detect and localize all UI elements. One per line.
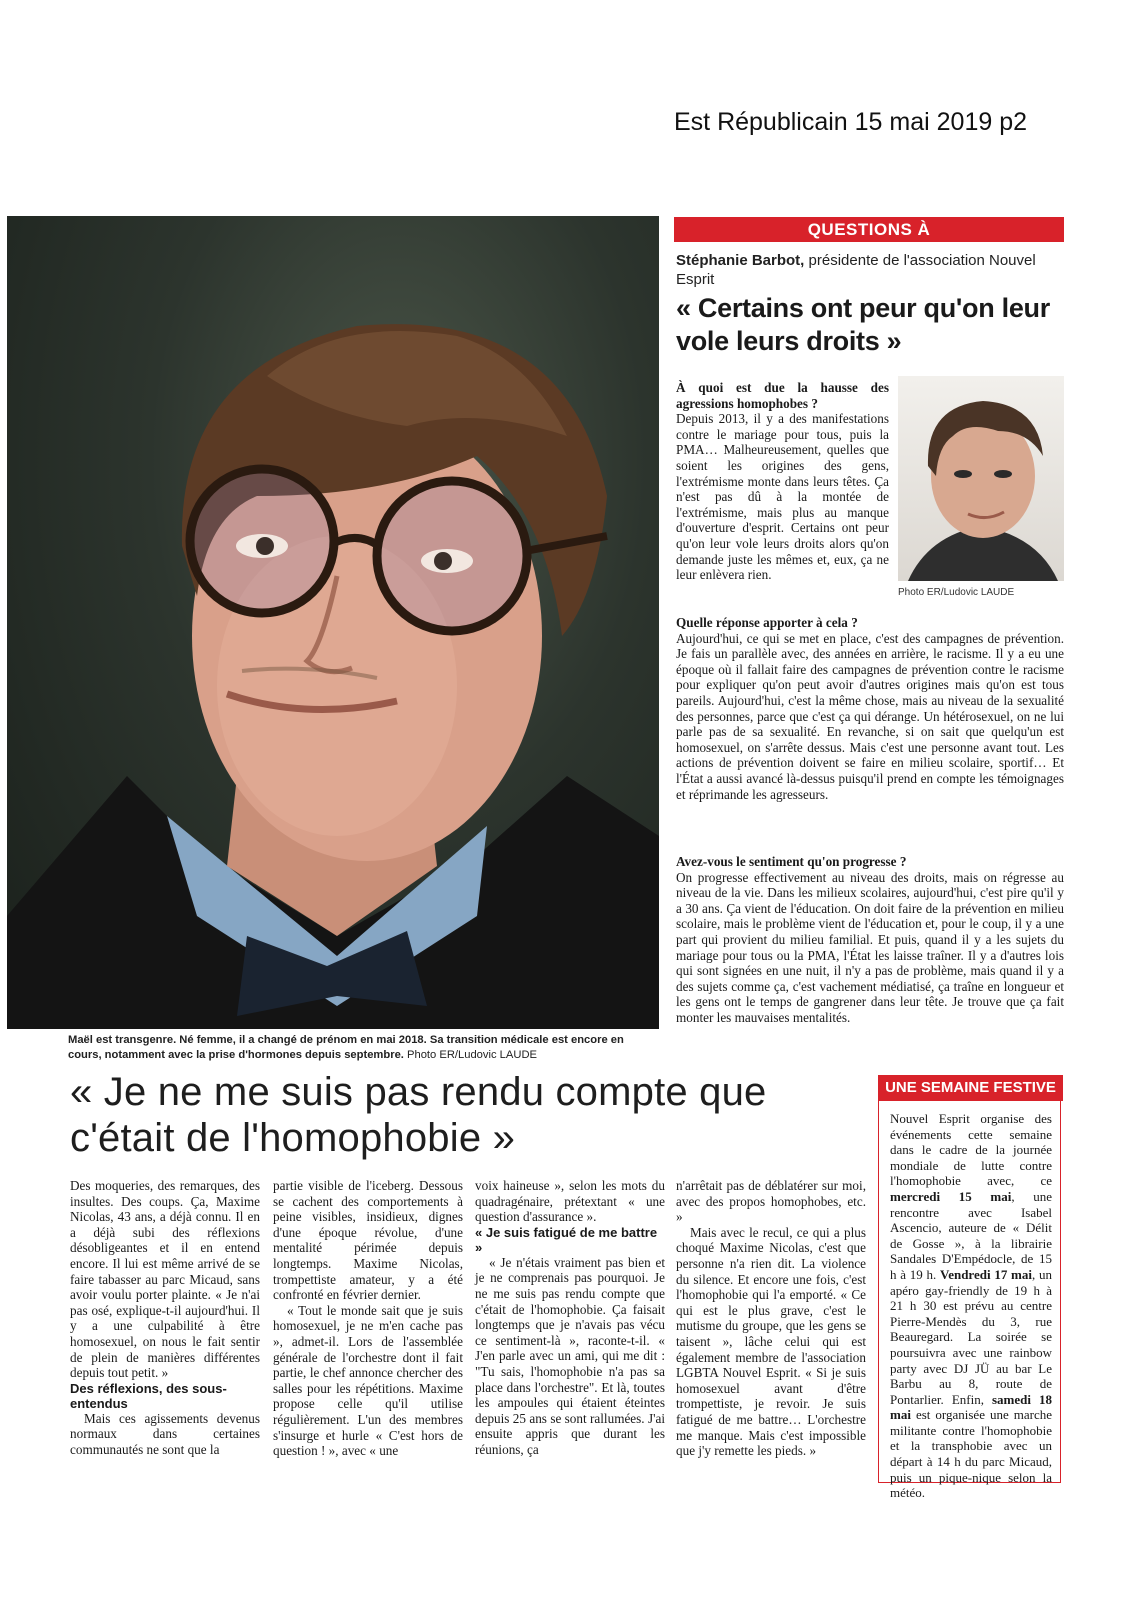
photo-caption	[68, 1033, 658, 1063]
answer-2: Aujourd'hui, ce qui se met en place, c'est des campagnes de prévention. Je fais un parallèle avec, des années en arrière, le racisme. Il y a eu une époque où il fallait faire des campagnes de prévention contre le racisme pour expliquer qu'on peut avoir d'autres origines mais qu'on est tous pareils. Aujourd'hui, c'est la même chose, mais au niveau de la sexualité des personnes, parce que c'est ça qui dérange. Un hétérosexuel, on ne lui parle pas de sa sexualité. En revanche, si on sait que quelqu'un est homosexuel, on s'arrête dessus. Mais c'est une personne avant tout. Les actions de prévention doivent se faire en milieu scolaire, sportif… Et l'État a aussi avancé là-dessus puisqu'il prend en compte les témoignages et réprimande les agresseurs.	[676, 630, 1064, 802]
subheading-1: Des réflexions, des sous-entendus	[70, 1380, 227, 1411]
festive-date-1: mercredi 15 mai	[890, 1188, 1012, 1204]
subheading-2: « Je suis fatigué de me battre »	[475, 1224, 658, 1255]
interview-answer-1	[676, 380, 889, 583]
interviewee-name: Stéphanie Barbot,	[676, 252, 805, 269]
source-line: Est Républicain 15 mai 2019 p2	[674, 108, 1028, 136]
col4-paragraph-2: Mais avec le recul, ce qui a plus choqué Maxime Nicolas, c'est que personne n'a rien dit. La violence du silence. Et encore une fois, c'est l'homophobie qui l'a emporté. « Ce qui est le plus grave, c'est le mutisme du groupe, que les gens se taisent », lâche celui qui est également membre de l'association LGBTA Nouvel Esprit. « Si je suis homosexuel avant d'être trompettiste, je revoir. Je suis fatigué de me battre… L'orchestre me manque. Mais c'est impossible que j'y remette les pieds. »	[676, 1224, 866, 1459]
festive-text-1: Nouvel Esprit organise des événements cette semaine dans le cadre de la journée mondiale de lutte contre l'homophobie avec, ce	[890, 1111, 1052, 1189]
article-column-3	[475, 1178, 665, 1458]
article-column-1	[70, 1178, 260, 1458]
article-column-2	[273, 1178, 463, 1459]
festive-date-2: Vendredi 17 mai	[940, 1266, 1032, 1282]
questions-banner	[674, 217, 1064, 242]
col4-paragraph-1: n'arrêtait pas de déblatérer sur moi, avec des propos homophobes, etc. »	[676, 1178, 866, 1225]
col1-paragraph-2: Mais ces agissements devenus normaux dans certaines communautés ne sont que la	[70, 1410, 260, 1457]
col3-paragraph-1: voix haineuse », selon les mots du quadragénaire, prétextant « une question d'assurance ».	[475, 1178, 665, 1225]
portrait-credit: Photo ER/Ludovic LAUDE	[898, 587, 1015, 598]
person-portrait-illustration	[7, 216, 659, 1029]
answer-1: Depuis 2013, il y a des manifestations contre le mariage pour tous, puis la PMA… Malheureusement, quelles que soient les origines des gens, l'extrémisme monte dans leurs têtes. Ça n'est pas dû à la montée de l'extrémisme, mais plus au manque d'ouverture d'esprit. Certains ont peur qu'on leur vole leurs droits alors qu'on demande juste les mêmes et, eux, ça ne leur enlèvera rien.	[676, 411, 889, 583]
questions-banner-label: QUESTIONS À	[807, 220, 931, 239]
interviewee-portrait	[898, 376, 1064, 581]
festive-text	[890, 1111, 1052, 1501]
interview-headline: « Certains ont peur qu'on leur vole leurs droits »	[676, 293, 1050, 356]
main-photo	[7, 216, 659, 1029]
festive-date-3: samedi 18 mai	[890, 1391, 1053, 1423]
interviewee-portrait-illustration	[898, 376, 1064, 581]
festive-banner-label: UNE SEMAINE FESTIVE	[885, 1079, 1056, 1096]
col2-paragraph-2: « Tout le monde sait que je suis homosexuel, je ne m'en cache pas », admet-il. Lors de l'assemblée générale de l'orchestre dont il fait partie, le chef annonce chercher des salles pour les répétitions. Maxime propose celle qu'il utilise régulièrement. L'un des membres s'insurge et hurle « C'est hors de question ! », avec « une	[273, 1302, 463, 1459]
festive-text-4: est organisée une marche militante contre l'homophobie et la transphobie avec un départ à 14 h du parc Micaud, puis un pique-nique selon la météo.	[890, 1407, 1052, 1501]
article-headline: « Je ne me suis pas rendu compte que c'était de l'homophobie »	[70, 1070, 767, 1160]
interviewee	[676, 251, 1066, 289]
festive-text-3: , un apéro gay-friendly de 19 h à 21 h 30 est prévu au centre Pierre-Mendès du 3, rue Beauregard. La soirée se poursuivra avec une rainbow party avec DJ JÜ au bar Le Barbu au 8, route de Pontarlier. Enfin,	[890, 1266, 1052, 1407]
interview-answer-3	[676, 854, 1064, 1026]
festive-banner	[878, 1075, 1063, 1101]
question-1: À quoi est due la hausse des agressions homophobes ?	[676, 380, 889, 411]
col1-paragraph-1: Des moqueries, des remarques, des insultes. Des coups. Ça, Maxime Nicolas, 43 ans, a déjà connu. Il en a déjà subi des réflexions désobligeantes et il en entend encore. Il lui est même arrivé de se faire tabasser au parc Micaud, sans avoir voulu porter plainte. « Je n'ai pas osé, explique-t-il aujourd'hui. Il y a une culpabilité à être homosexuel, on nous le fait sentir de plein de manières différentes depuis tout petit. »	[70, 1178, 260, 1381]
festive-text-2: , une rencontre avec Isabel Ascencio, auteure de « Délit de Gosse », à la librairie Sandales D'Empédocle, de 15 h à 19 h.	[890, 1188, 1052, 1282]
question-2: Quelle réponse apporter à cela ?	[676, 615, 858, 630]
interview-answer-2	[676, 615, 1064, 802]
col2-paragraph-1: partie visible de l'iceberg. Dessous se cachent des comportements à peine visibles, insidieux, dignes d'une époque révolue, d'une mentalité périmée depuis longtemps. Maxime Nicolas, trompettiste amateur, y a été confronté en février dernier.	[273, 1178, 463, 1303]
question-3: Avez-vous le sentiment qu'on progresse ?	[676, 854, 907, 869]
answer-3: On progresse effectivement au niveau des droits, mais on régresse au niveau de la vie. Dans les milieux scolaires, aujourd'hui, c'est pire qu'il y a 30 ans. Ça vient de l'éducation. On doit faire de la prévention en milieu scolaire, mais le problème vient de l'éducation et, pour le coup, il y a une part qui provient du milieu familial. Et puis, quand il y a les sujets du mariage pour tous ou la PMA, l'État les laisse traîner. Il y a d'autres lois qui sont signées en une nuit, il n'y a pas de problème, mais quand il y a des sujets comme ça, c'est vachement médiatisé, ça traîne en longueur et les gens ont le temps de gangrener dans leur tête. Je trouve que ça fait monter les mauvaises mentalités.	[676, 869, 1064, 1025]
article-column-4	[676, 1178, 866, 1459]
caption-text: Maël est transgenre. Né femme, il a changé de prénom en mai 2018. Sa transition médicale est encore en cours, notamment avec la prise d'hormones depuis septembre.	[68, 1034, 624, 1061]
col3-paragraph-2: « Je n'étais vraiment pas bien et je ne comprenais pas pourquoi. Je ne me suis pas rendu compte que c'était de l'homophobie. Ça faisait longtemps que je n'avais pas vécu ce sentiment-là », raconte-t-il. « J'en parle avec un ami, qui me dit : "Tu sais, l'homophobie n'a pas sa place dans l'orchestre". Et là, toutes les ampoules qui étaient éteintes depuis 25 ans se sont rallumées. J'ai ensuite appris que durant les réunions, ça	[475, 1254, 665, 1457]
caption-credit: Photo ER/Ludovic LAUDE	[407, 1049, 537, 1061]
interviewee-role: présidente de l'association Nouvel Esprit	[676, 252, 1036, 288]
